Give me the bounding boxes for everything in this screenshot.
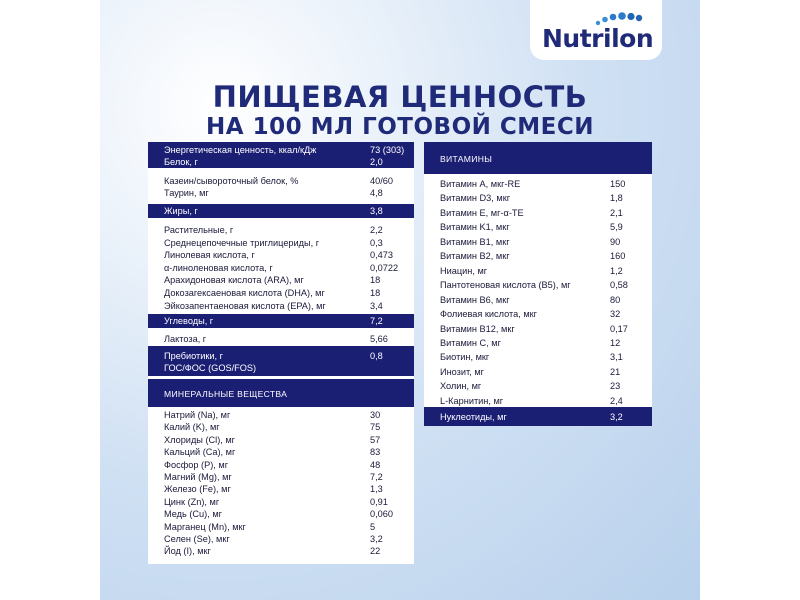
brand-logo <box>530 0 662 60</box>
table-row: Таурин, мг 4,8 <box>164 188 383 198</box>
table-row <box>148 421 414 433</box>
row-value: 160 <box>610 251 626 262</box>
row-label: Железо (Fe), мг <box>164 484 231 495</box>
protein-value: 2,0 <box>370 157 383 167</box>
row-label: Арахидоновая кислота (ARA), мг <box>164 275 304 286</box>
page-title: ПИЩЕВАЯ ЦЕННОСТЬ <box>212 80 588 114</box>
row-value: 21 <box>610 366 621 377</box>
table-row <box>424 265 652 277</box>
row-value: 7,2 <box>370 472 383 482</box>
table-row <box>148 545 414 557</box>
row-label: Среднецепочечные триглицериды, г <box>164 237 320 248</box>
row-value: 12 <box>610 337 621 348</box>
table-row <box>148 459 414 471</box>
table-row <box>148 409 414 421</box>
row-value: 83 <box>370 447 381 458</box>
row-label: Марганец (Mn), мкг <box>164 521 246 532</box>
row-value: 2,2 <box>370 225 383 235</box>
row-value: 0,3 <box>370 237 383 248</box>
row-value: 48 <box>370 459 381 470</box>
row-label: Биотин, мкг <box>440 352 490 363</box>
row-value: 150 <box>610 179 626 189</box>
logo-text: Nutrilon <box>542 24 654 53</box>
row-value: 23 <box>610 381 621 392</box>
row-value: 3,2 <box>370 534 383 544</box>
row-label: Витамин K1, мкг <box>440 222 510 233</box>
row-value: 1,3 <box>370 484 383 495</box>
table-row <box>148 483 414 495</box>
row-label: α-линоленовая кислота, г <box>164 262 273 273</box>
table-row <box>424 221 652 233</box>
row-label: Селен (Se), мкг <box>164 534 230 544</box>
table-row <box>424 351 652 363</box>
table-row <box>424 323 652 335</box>
table-row <box>148 287 414 299</box>
table-row <box>424 337 652 349</box>
table-row <box>148 471 414 483</box>
row-label: Йод (I), мкг <box>164 546 211 557</box>
table-row <box>148 262 414 274</box>
row-value: 22 <box>370 546 381 557</box>
row-value: 0,0722 <box>370 262 399 273</box>
table-row <box>424 380 652 392</box>
table-row <box>148 521 414 533</box>
table-row <box>148 533 414 545</box>
row-label: Ниацин, мг <box>440 265 488 276</box>
table-row <box>424 308 652 320</box>
row-value: 1,2 <box>610 265 623 276</box>
row-value: 2,1 <box>610 207 623 218</box>
row-label: Витамин B2, мкг <box>440 251 510 262</box>
table-row <box>148 508 414 520</box>
table-row <box>148 274 414 286</box>
table-row <box>148 434 414 446</box>
row-label: Кальций (Ca), мг <box>164 447 236 458</box>
vitamins-table <box>424 142 652 426</box>
row-label: Эйкозапентаеновая кислота (EPA), мг <box>164 300 326 311</box>
row-label: Витамин A, мкг-RE <box>440 179 521 189</box>
row-label: Фосфор (P), мг <box>164 459 229 470</box>
table-row <box>424 192 652 204</box>
nutrition-table-left <box>148 142 414 564</box>
row-value: 0,91 <box>370 496 388 507</box>
row-value: 5 <box>370 521 376 532</box>
row-label: Медь (Cu), мг <box>164 509 223 520</box>
row-label: Пантотеновая кислота (B5), мг <box>440 280 571 291</box>
row-label: Инозит, мг <box>440 366 484 377</box>
table-row <box>424 178 652 190</box>
row-value: 1,8 <box>610 193 623 204</box>
table-row <box>424 236 652 248</box>
protein-label: Белок, г <box>164 157 198 167</box>
row-value: 5,9 <box>610 222 623 233</box>
row-label: Магний (Mg), мг <box>164 472 232 482</box>
table-row <box>424 250 652 262</box>
fats-header: Жиры, г 3,8 <box>148 204 414 218</box>
row-value: 18 <box>370 288 381 298</box>
energy-header <box>148 142 414 168</box>
table-row <box>424 279 652 291</box>
energy-value: 73 (303) <box>370 145 405 155</box>
table-row <box>424 366 652 378</box>
table-row <box>148 224 414 236</box>
page-subtitle: НА 100 МЛ ГОТОВОЙ СМЕСИ <box>206 114 594 140</box>
row-value: 2,4 <box>610 395 623 406</box>
row-label: Растительные, г <box>164 225 234 235</box>
row-label: Витамин B1, мкг <box>440 236 510 247</box>
row-label: Холин, мг <box>440 381 482 392</box>
row-label: Натрий (Na), мг <box>164 410 231 420</box>
row-label: L-Карнитин, мг <box>440 395 504 406</box>
row-value: 0,17 <box>610 323 628 334</box>
row-value: 3,1 <box>610 352 623 363</box>
table-row <box>148 446 414 458</box>
row-value: 0,473 <box>370 250 393 261</box>
table-row <box>424 294 652 306</box>
row-value: 30 <box>370 410 381 420</box>
row-label: Витамин D3, мкг <box>440 193 511 204</box>
row-value: 90 <box>610 236 621 247</box>
row-label: Витамин B12, мкг <box>440 323 515 334</box>
row-value: 80 <box>610 294 621 305</box>
row-value: 18 <box>370 275 381 286</box>
row-label: Фолиевая кислота, мкг <box>440 309 538 320</box>
row-value: 0,060 <box>370 509 393 520</box>
row-label: Калий (K), мг <box>164 422 220 433</box>
table-row <box>424 207 652 219</box>
table-row: Казеин/сывороточный белок, % 40/60 <box>164 176 393 186</box>
table-row <box>148 249 414 261</box>
minerals-header: МИНЕРАЛЬНЫЕ ВЕЩЕСТВА <box>148 379 414 407</box>
table-row <box>424 395 652 407</box>
row-value: 3,4 <box>370 300 383 311</box>
carbs-header: Углеводы, г 7,2 <box>148 314 414 328</box>
row-value: 75 <box>370 422 381 433</box>
energy-label: Энергетическая ценность, ккал/кДж <box>164 145 317 155</box>
vitamins-header: ВИТАМИНЫ <box>424 142 652 174</box>
nucleotides-header: Нуклеотиды, мг 3,2 <box>424 407 652 426</box>
table-row <box>148 300 414 312</box>
prebiotics-header: Пребиотики, г ГОС/ФОС (GOS/FOS) 0,8 <box>148 348 414 376</box>
row-label: Линолевая кислота, г <box>164 250 255 261</box>
table-row <box>148 496 414 508</box>
row-label: Докозагексаеновая кислота (DHA), мг <box>164 288 325 298</box>
row-label: Витамин C, мг <box>440 337 501 348</box>
row-value: 57 <box>370 434 381 445</box>
table-row <box>148 237 414 249</box>
row-label: Хлориды (Cl), мг <box>164 434 236 445</box>
row-value: 0,58 <box>610 280 628 291</box>
row-label: Витамин B6, мкг <box>440 294 510 305</box>
row-label: Цинк (Zn), мг <box>164 496 220 507</box>
row-value: 32 <box>610 309 621 320</box>
table-row: Лактоза, г 5,66 <box>164 334 388 344</box>
row-label: Витамин E, мг-α-TE <box>440 207 524 218</box>
